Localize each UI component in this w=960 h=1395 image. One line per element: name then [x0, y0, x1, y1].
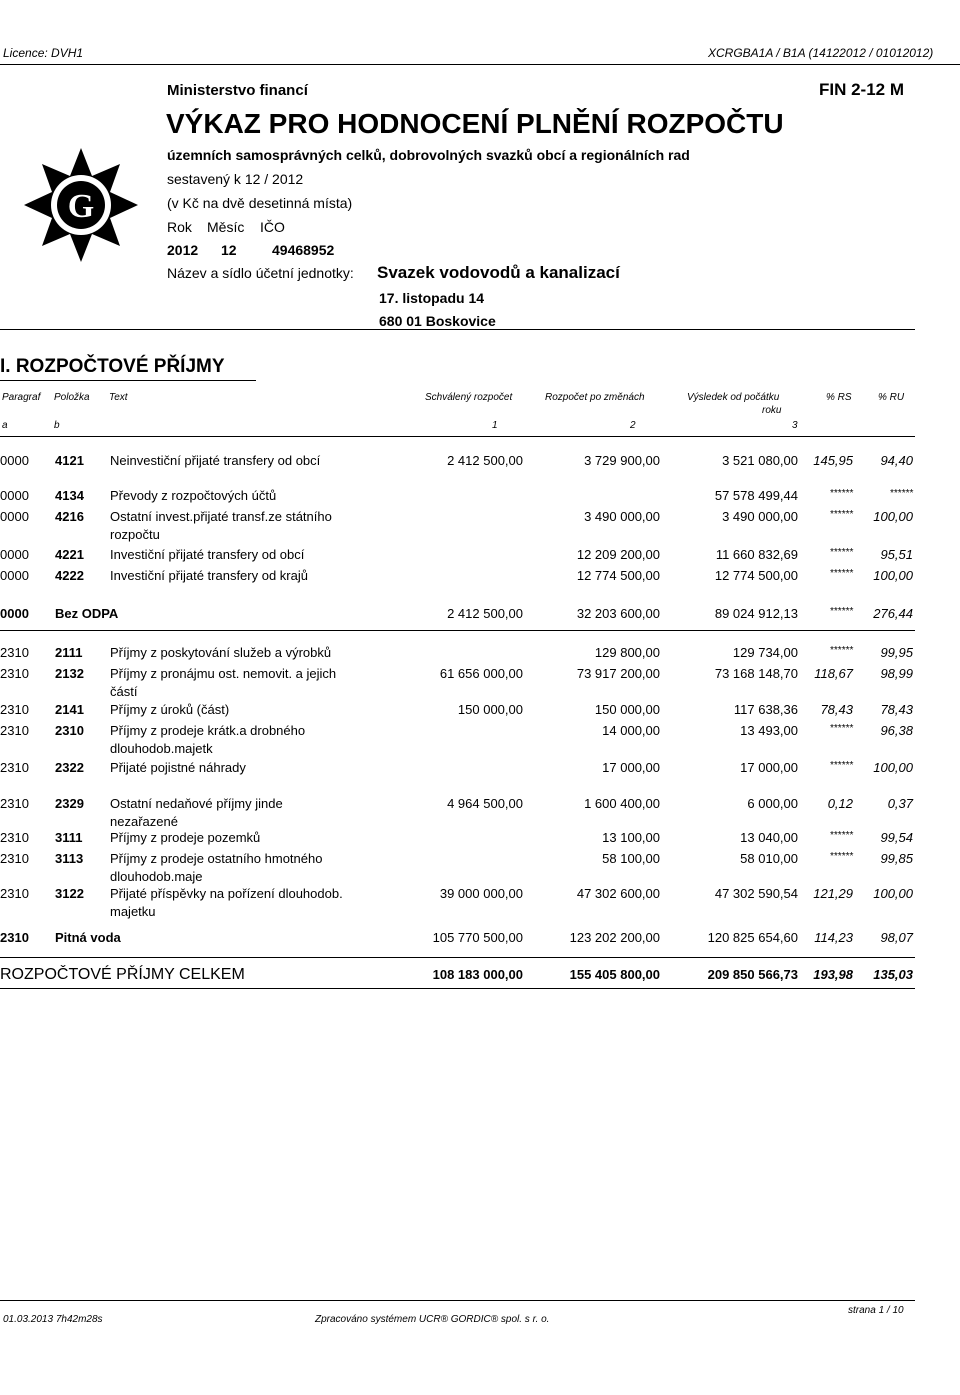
cell-text: Příjmy z poskytování služeb a výrobků — [110, 645, 332, 660]
form-id: FIN 2-12 M — [819, 80, 905, 99]
cell-paragraf: 2310 — [0, 666, 29, 681]
section-title-underline — [0, 380, 256, 381]
col-a: a — [2, 420, 8, 431]
cell-polozka: 4121 — [55, 453, 84, 468]
cell-ru: 95,51 — [880, 547, 913, 562]
rok-value: 2012 — [167, 242, 199, 258]
cell-text: Investiční přijaté transfery od krajů — [110, 568, 308, 583]
cell-vysledek: 17 000,00 — [740, 760, 798, 775]
cell-text: Příjmy z pronájmu ost. nemovit. a jejich — [110, 666, 337, 681]
cell-ru: 100,00 — [873, 568, 913, 583]
entity-city: 680 01 Boskovice — [379, 313, 496, 329]
cell-paragraf: 2310 — [0, 886, 29, 901]
report-code: XCRGBA1A / B1A (14122012 / 01012012) — [708, 46, 934, 60]
cell-vysledek: 13 493,00 — [740, 723, 798, 738]
cell-ru: ****** — [889, 488, 913, 499]
cell-schvaleny: 61 656 000,00 — [439, 666, 523, 681]
cell-polozka: 4222 — [55, 568, 84, 583]
cell-ru: 99,85 — [880, 851, 913, 866]
cell-ru: 0,37 — [887, 796, 913, 811]
subtotal-ru: 98,07 — [880, 930, 913, 945]
subtotal-vysledek: 120 825 654,60 — [707, 930, 798, 945]
cell-ru: 99,54 — [880, 830, 913, 845]
col-rok: Rok — [167, 219, 192, 235]
cell-zmeny: 3 729 900,00 — [584, 453, 660, 468]
total-schvaleny: 108 183 000,00 — [432, 967, 523, 982]
col-n2: 2 — [630, 420, 636, 431]
col-po-zmenach: Rozpočet po změnách — [545, 392, 645, 403]
cell-vysledek: 73 168 148,70 — [714, 666, 798, 681]
cell-text: Příjmy z prodeje ostatního hmotného — [110, 851, 323, 866]
cell-ru: 78,43 — [880, 702, 913, 717]
col-vysledek-roku: roku — [762, 405, 782, 416]
cell-text: Ostatní invest.přijaté transf.ze státního — [110, 509, 332, 524]
col-paragraf: Paragraf — [2, 392, 41, 403]
cell-paragraf: 2310 — [0, 702, 29, 717]
cell-text-continued: částí — [110, 684, 138, 699]
subtotal-zmeny: 32 203 600,00 — [576, 606, 660, 621]
subtotal-par: 2310 — [0, 930, 29, 945]
cell-rs: 0,12 — [827, 796, 853, 811]
cell-paragraf: 0000 — [0, 509, 29, 524]
cell-polozka: 3111 — [55, 830, 83, 845]
entity-label: Název a sídlo účetní jednotky: — [167, 265, 354, 281]
subtotal-rs: ****** — [829, 606, 853, 617]
cell-vysledek: 6 000,00 — [747, 796, 798, 811]
cell-vysledek: 117 638,36 — [733, 702, 798, 717]
col-n1: 1 — [492, 420, 498, 431]
footer-system: Zpracováno systémem UCR® GORDIC® spol. s r. o. — [315, 1314, 550, 1325]
footer-date: 01.03.2013 7h42m28s — [3, 1314, 103, 1325]
cell-vysledek: 3 521 080,00 — [722, 453, 798, 468]
report-subtitle: územních samosprávných celků, dobrovolných svazků obcí a regionálních rad — [167, 147, 690, 163]
cell-vysledek: 12 774 500,00 — [714, 568, 798, 583]
cell-zmeny: 1 600 400,00 — [584, 796, 660, 811]
cell-polozka: 2322 — [55, 760, 84, 775]
cell-paragraf: 0000 — [0, 547, 29, 562]
subtotal-ru: 276,44 — [873, 606, 913, 621]
cell-rs: ****** — [829, 645, 853, 656]
cell-rs: ****** — [829, 488, 853, 499]
cell-ru: 100,00 — [873, 886, 913, 901]
subtotal-label: Pitná voda — [55, 930, 121, 945]
cell-polozka: 4134 — [55, 488, 84, 503]
units-note: (v Kč na dvě desetinná místa) — [167, 195, 353, 211]
col-polozka: Položka — [54, 392, 90, 403]
cell-paragraf: 0000 — [0, 453, 29, 468]
cell-paragraf: 2310 — [0, 723, 29, 738]
cell-zmeny: 150 000,00 — [594, 702, 660, 717]
total-rule — [0, 988, 915, 989]
cell-text: Investiční přijaté transfery od obcí — [110, 547, 305, 562]
cell-text: Příjmy z prodeje krátk.a drobného — [110, 723, 306, 738]
cell-schvaleny: 2 412 500,00 — [447, 453, 523, 468]
cell-text-continued: dlouhodob.maje — [110, 869, 203, 884]
cell-vysledek: 57 578 499,44 — [714, 488, 798, 503]
cell-rs: ****** — [829, 830, 853, 841]
col-ru: % RU — [878, 392, 905, 403]
cell-rs: ****** — [829, 760, 853, 771]
cell-zmeny: 13 100,00 — [602, 830, 660, 845]
cell-paragraf: 2310 — [0, 645, 29, 660]
total-zmeny: 155 405 800,00 — [569, 967, 660, 982]
cell-polozka: 3122 — [55, 886, 84, 901]
cell-rs: 78,43 — [820, 702, 853, 717]
subtotal-schvaleny: 105 770 500,00 — [432, 930, 523, 945]
cell-text: Přijaté pojistné náhrady — [110, 760, 246, 775]
cell-rs: ****** — [829, 851, 853, 862]
cell-paragraf: 2310 — [0, 796, 29, 811]
total-vysledek: 209 850 566,73 — [707, 967, 798, 982]
cell-zmeny: 12 774 500,00 — [576, 568, 660, 583]
cell-rs: ****** — [829, 723, 853, 734]
cell-text: Převody z rozpočtových účtů — [110, 488, 277, 503]
cell-zmeny: 12 209 200,00 — [576, 547, 660, 562]
cell-vysledek: 129 734,00 — [732, 645, 798, 660]
subtotal-zmeny: 123 202 200,00 — [569, 930, 660, 945]
cell-text-continued: dlouhodob.majetk — [110, 741, 213, 756]
cell-schvaleny: 39 000 000,00 — [439, 886, 523, 901]
subtotal-vysledek: 89 024 912,13 — [714, 606, 798, 621]
cell-ru: 100,00 — [873, 760, 913, 775]
total-ru: 135,03 — [873, 967, 913, 982]
subtotal-par: 0000 — [0, 606, 29, 621]
cell-paragraf: 0000 — [0, 488, 29, 503]
cell-rs: 118,67 — [814, 666, 853, 681]
cell-polozka: 2310 — [55, 723, 84, 738]
cell-zmeny: 129 800,00 — [594, 645, 660, 660]
cell-polozka: 2132 — [55, 666, 84, 681]
footer-page: strana 1 / 10 — [848, 1305, 904, 1316]
col-mesic: Měsíc — [207, 219, 245, 235]
total-rs: 193,98 — [813, 967, 853, 982]
cell-text: Příjmy z úroků (část) — [110, 702, 230, 717]
header-bottom-rule — [0, 329, 915, 330]
ministry-name: Ministerstvo financí — [167, 82, 308, 99]
cell-schvaleny: 150 000,00 — [457, 702, 523, 717]
cell-vysledek: 47 302 590,54 — [714, 886, 798, 901]
subtotal-rs: 114,23 — [814, 930, 853, 945]
footer-rule — [0, 1300, 915, 1301]
section-title: I. ROZPOČTOVÉ PŘÍJMY — [0, 356, 225, 377]
cell-zmeny: 14 000,00 — [602, 723, 660, 738]
col-b: b — [54, 420, 60, 431]
cell-zmeny: 73 917 200,00 — [576, 666, 660, 681]
col-vysledek: Výsledek od počátku — [687, 392, 780, 403]
cell-ru: 98,99 — [880, 666, 913, 681]
cell-zmeny: 3 490 000,00 — [584, 509, 660, 524]
cell-ru: 99,95 — [880, 645, 913, 660]
entity-name: Svazek vodovodů a kanalizací — [377, 263, 620, 282]
svg-text:G: G — [67, 188, 95, 225]
cell-rs: ****** — [829, 509, 853, 520]
cell-polozka: 4221 — [55, 547, 84, 562]
cell-rs: ****** — [829, 568, 853, 579]
col-text: Text — [109, 392, 128, 403]
col-ico: IČO — [260, 219, 285, 235]
mesic-value: 12 — [221, 242, 237, 258]
cell-ru: 94,40 — [880, 453, 913, 468]
cell-rs: ****** — [829, 547, 853, 558]
cell-polozka: 2329 — [55, 796, 84, 811]
cell-rs: 121,29 — [813, 886, 853, 901]
col-rs: % RS — [826, 392, 852, 403]
total-label: ROZPOČTOVÉ PŘÍJMY CELKEM — [0, 966, 245, 983]
entity-street: 17. listopadu 14 — [379, 290, 485, 306]
cell-text: Neinvestiční přijaté transfery od obcí — [110, 453, 321, 468]
col-schvaleny: Schválený rozpočet — [425, 392, 513, 403]
subtotal-label: Bez ODPA — [55, 606, 119, 621]
cell-ru: 100,00 — [873, 509, 913, 524]
cell-text: Příjmy z prodeje pozemků — [110, 830, 261, 845]
ico-value: 49468952 — [272, 242, 335, 258]
cell-text: Přijaté příspěvky na pořízení dlouhodob. — [110, 886, 343, 901]
cell-vysledek: 3 490 000,00 — [722, 509, 798, 524]
header-rule — [0, 64, 960, 65]
compiled-date: sestavený k 12 / 2012 — [167, 171, 304, 187]
cell-polozka: 3113 — [55, 851, 84, 866]
cell-rs: 145,95 — [813, 453, 853, 468]
cell-schvaleny: 4 964 500,00 — [447, 796, 523, 811]
cell-text-continued: majetku — [110, 904, 156, 919]
cell-paragraf: 0000 — [0, 568, 29, 583]
cell-zmeny: 17 000,00 — [602, 760, 660, 775]
subtotal-schvaleny: 2 412 500,00 — [447, 606, 523, 621]
cell-paragraf: 2310 — [0, 851, 29, 866]
cell-zmeny: 47 302 600,00 — [576, 886, 660, 901]
cell-vysledek: 13 040,00 — [740, 830, 798, 845]
cell-text: Ostatní nedaňové příjmy jinde — [110, 796, 283, 811]
ministry-logo — [22, 146, 140, 264]
subtotal-rule-2 — [0, 957, 915, 958]
cell-vysledek: 58 010,00 — [740, 851, 798, 866]
col-n3: 3 — [792, 420, 798, 431]
cell-polozka: 4216 — [55, 509, 84, 524]
cell-ru: 96,38 — [880, 723, 913, 738]
cell-paragraf: 2310 — [0, 830, 29, 845]
cell-vysledek: 11 660 832,69 — [715, 547, 798, 562]
subtotal-rule-1 — [0, 630, 915, 631]
cell-zmeny: 58 100,00 — [602, 851, 660, 866]
cell-text-continued: rozpočtu — [110, 527, 160, 542]
licence-text: Licence: DVH1 — [3, 46, 84, 60]
cell-polozka: 2111 — [55, 645, 83, 660]
cell-text-continued: nezařazené — [110, 814, 178, 829]
report-title: VÝKAZ PRO HODNOCENÍ PLNĚNÍ ROZPOČTU — [166, 108, 784, 139]
cell-polozka: 2141 — [55, 702, 84, 717]
cell-paragraf: 2310 — [0, 760, 29, 775]
column-header-rule — [0, 436, 915, 437]
